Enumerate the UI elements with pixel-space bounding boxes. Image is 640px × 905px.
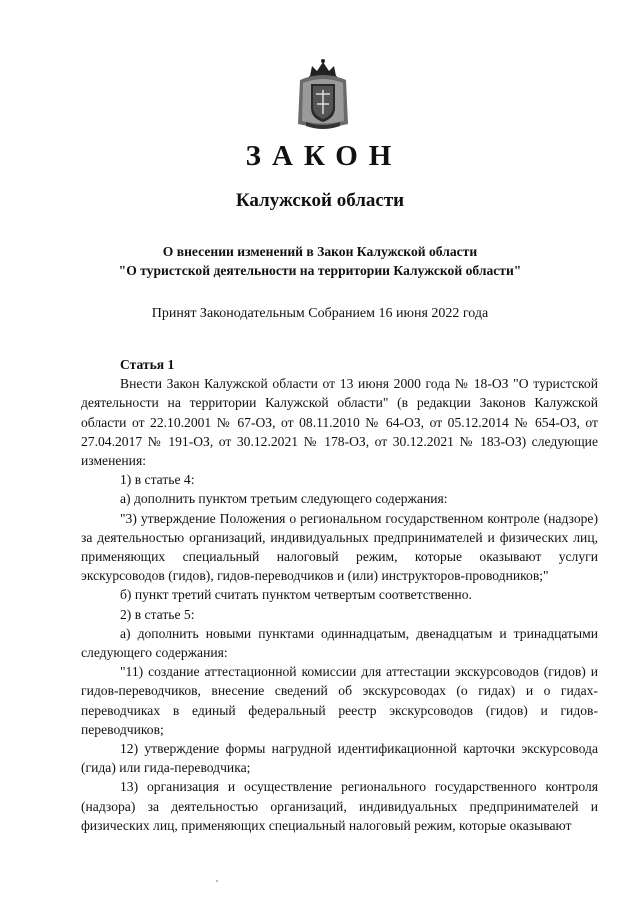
kaluga-coat-of-arms-icon — [296, 58, 350, 130]
paragraph: а) дополнить пунктом третьим следующего содержания: — [120, 491, 448, 507]
adoption-note: Принят Законодательным Собранием 16 июня 2022 года — [151, 306, 489, 321]
law-heading-line-2: "О туристской деятельности на территории Калужской области" — [118, 263, 522, 278]
paragraph: 2) в статье 5: — [120, 606, 195, 622]
article-title: Статья 1 — [120, 357, 175, 372]
document-title: ЗАКОН — [245, 140, 403, 172]
paragraph: "3) утверждение Положения о региональном государственном контроле (надзоре) за деятельностью организаций, индивидуальных предпринимателей и физических лиц, применяющих специальный налоговый режим, которые оказывают услуги экскурсоводов (гидов), гидов-переводчиков и (или) инструкторов-проводников;" — [81, 510, 598, 584]
paragraph: Внести Закон Калужской области от 13 июня 2000 года № 18-ОЗ "О туристской деятельности на территории Калужской области" (в редакции Законов Калужской области от 22.10.2001 № 67-ОЗ, от 08.11.2010 № 64-ОЗ, от 05.12.2014 № 654-ОЗ, от 27.04.2017 № 191-ОЗ, от 30.12.2021 № 178-ОЗ, от 30.12.2021 № 183-ОЗ) следующие изменения: — [81, 376, 598, 469]
law-heading — [0, 242, 640, 280]
paragraph: "11) создание аттестационной комиссии для аттестации экскурсоводов (гидов) и гидов-переводчиков, внесение сведений об экскурсоводах (о гидах) и о гидах-переводчиках в единый федеральный реестр экскурсоводов (гидов) и гидов-переводчиков; — [81, 664, 598, 737]
paragraph: б) пункт третий считать пунктом четвертым соответственно. — [120, 587, 472, 603]
paragraph: 12) утверждение формы нагрудной идентификационной карточки экскурсовода (гида) или гида-переводчика; — [81, 741, 598, 776]
paragraph: а) дополнить новыми пунктами одиннадцатым, двенадцатым и тринадцатыми следующего содержания: — [81, 625, 598, 661]
scan-speck — [216, 880, 218, 882]
paragraph: 1) в статье 4: — [120, 472, 195, 488]
law-heading-line-1: О внесении изменений в Закон Калужской области — [162, 244, 478, 259]
document-body — [81, 355, 598, 835]
paragraph: 13) организация и осуществление регионального государственного контроля (надзора) за деятельностью организаций, индивидуальных предпринимателей и физических лиц, применяющих специальный налоговый режим, которые оказывают — [81, 779, 598, 833]
document-region: Калужской области — [235, 190, 405, 211]
